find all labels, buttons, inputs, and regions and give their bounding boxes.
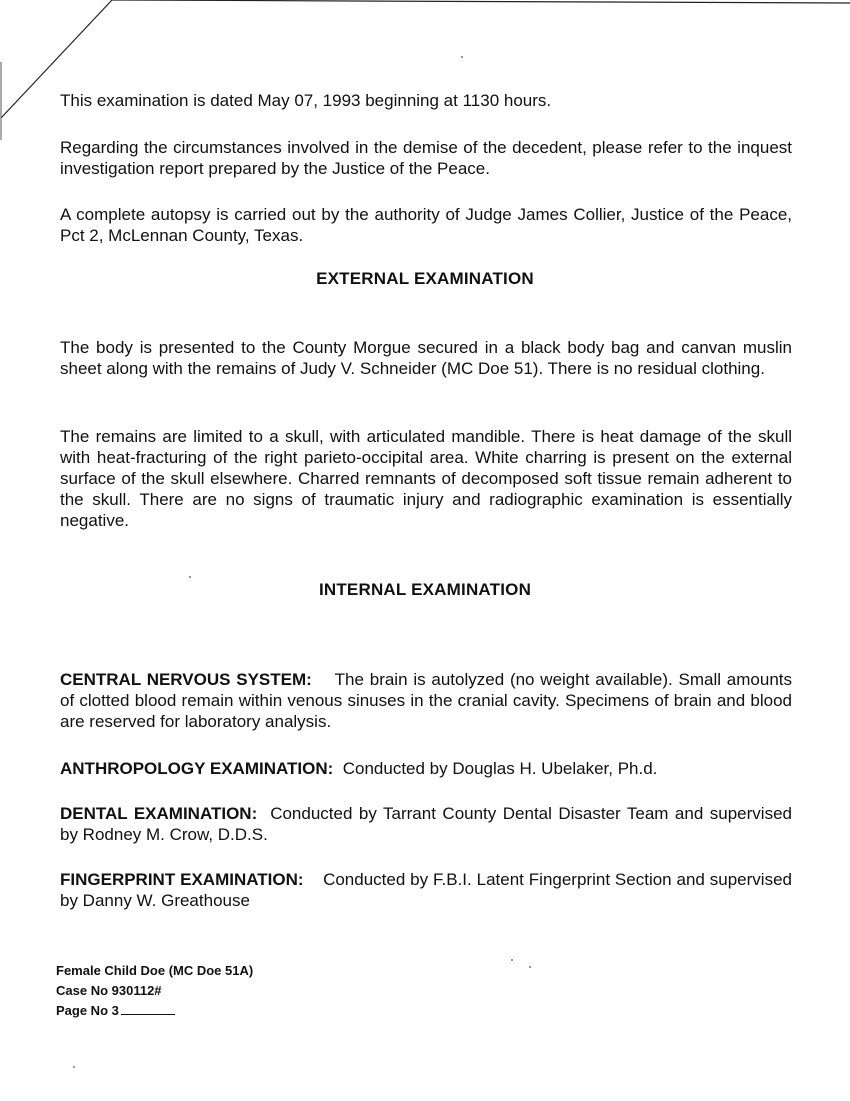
scan-speck [73,1066,75,1068]
remains-description-paragraph: The remains are limited to a skull, with articulated mandible. There is heat damage of the skull with heat-fracturing of the right parieto-occipital area. White charring is present on the external surface of the skull elsewhere. Charred remnants of decomposed soft tissue remain adherent to the skull. There are no signs of traumatic injury and radiographic examination is essentially negative. [60,427,792,530]
scan-edge-lines [0,0,850,140]
dental-paragraph [60,803,792,845]
anthropology-paragraph [60,758,792,779]
anthropology-label: ANTHROPOLOGY EXAMINATION: [60,759,334,778]
dental-text: Conducted by Tarrant County Dental Disaster Team and supervised by Rodney M. Crow, D.D.S. [60,804,792,844]
page-blank-line [121,1004,175,1015]
scan-speck [511,959,513,961]
scan-speck [529,966,531,968]
footer-page-label: Page No 3 [56,1003,119,1018]
anthropology-text: Conducted by Douglas H. Ubelaker, Ph.d. [342,759,658,778]
scan-speck [461,56,463,58]
scan-speck [189,576,191,578]
page-footer [56,961,253,1021]
cns-label: CENTRAL NERVOUS SYSTEM: [60,670,312,689]
fingerprint-text: Conducted by F.B.I. Latent Fingerprint Section and supervised by Danny W. Greathouse [60,870,792,910]
authority-paragraph: A complete autopsy is carried out by the authority of Judge James Collier, Justice of the Peace, Pct 2, McLennan County, Texas. [60,205,792,245]
cns-paragraph [60,669,792,732]
cns-text: The brain is autolyzed (no weight available). Small amounts of clotted blood remain within venous sinuses in the cranial cavity. Specimens of brain and blood are reserved for laboratory analysis. [60,670,792,731]
footer-case-name: Female Child Doe (MC Doe 51A) [56,963,254,978]
dental-label: DENTAL EXAMINATION: [60,804,258,823]
footer-page-number [56,1001,253,1021]
footer-case-number: Case No 930112# [56,983,162,998]
internal-examination-heading: INTERNAL EXAMINATION [318,580,532,599]
exam-date-paragraph: This examination is dated May 07, 1993 beginning at 1130 hours. [60,91,552,110]
fingerprint-label: FINGERPRINT EXAMINATION: [60,870,304,889]
fingerprint-paragraph [60,869,792,911]
body-presentation-paragraph: The body is presented to the County Morgue secured in a black body bag and canvan muslin sheet along with the remains of Judy V. Schneider (MC Doe 51). There is no residual clothing. [60,338,792,378]
external-examination-heading: EXTERNAL EXAMINATION [316,269,534,288]
circumstances-paragraph: Regarding the circumstances involved in the demise of the decedent, please refer to the inquest investigation report prepared by the Justice of the Peace. [60,138,792,178]
